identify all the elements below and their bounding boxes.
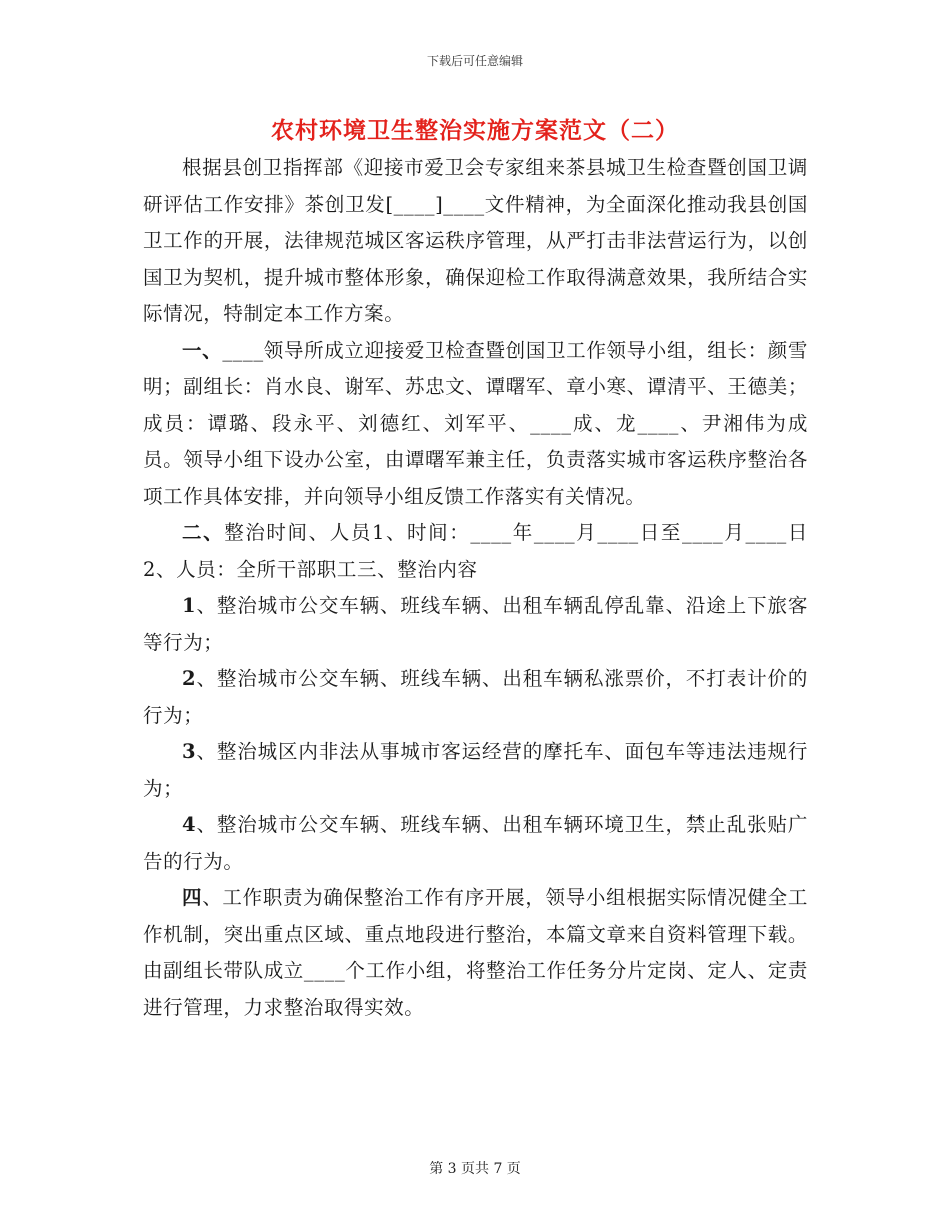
header-note: 下载后可任意编辑 [426, 54, 523, 68]
document-title: 农村环境卫生整治实施方案范文（二） [271, 117, 679, 144]
paragraph-item-1 [143, 588, 808, 661]
paragraph-text: 、工作职责为确保整治工作有序开展，领导小组根据实际情况健全工作机制，突出重点区域、重点地段进行整治，本篇文章来自资料管理下载。由副组长带队成立____个工作小组，将整治工作任务分片定岗、定人、定责进行管理，力求整治取得实效。 [143, 886, 808, 1019]
paragraph-text: 、整治城市公交车辆、班线车辆、出租车辆乱停乱靠、沿途上下旅客等行为； [143, 594, 808, 654]
paragraph-text: 、整治城市公交车辆、班线车辆、出租车辆私涨票价，不打表计价的行为； [143, 667, 808, 727]
paragraph-item-4 [143, 807, 808, 880]
paragraph-text: 根据县创卫指挥部《迎接市爱卫会专家组来茶县城卫生检查暨创国卫调研评估工作安排》茶创卫发[____]____文件精神，为全面深化推动我县创国卫工作的开展，法律规范城区客运秩序管理，从严打击非法营运行为，以创国卫为契机，提升城市整体形象，确保迎检工作取得满意效果，我所结合实际情况，特制定本工作方案。 [143, 156, 808, 325]
paragraph-item-2 [143, 661, 808, 734]
paragraph-text: 、整治城区内非法从事城市客运经营的摩托车、面包车等违法违规行为； [143, 740, 808, 800]
page-number: 第 3 页共 7 页 [429, 1161, 521, 1177]
document-body [143, 150, 808, 1026]
paragraph-text: 、整治城市公交车辆、班线车辆、出租车辆环境卫生，禁止乱张贴广告的行为。 [143, 813, 808, 873]
paragraph-item-3 [143, 734, 808, 807]
paragraph-lead: 四 [182, 886, 203, 909]
paragraph-text: 整治时间、人员1、时间：____年____月____日至____月____日2、人员：全所干部职工三、整治内容 [143, 521, 808, 581]
paragraph-intro [143, 150, 808, 333]
paragraph-text: ____领导所成立迎接爱卫检查暨创国卫工作领导小组，组长：颜雪明；副组长：肖水良、谢军、苏忠文、谭曙军、章小寒、谭清平、王德美；成员：谭璐、段永平、刘德红、刘军平、____成、龙____、尹湘伟为成员。领导小组下设办公室，由谭曙军兼主任，负责落实城市客运秩序整治各项工作具体安排，并向领导小组反馈工作落实有关情况。 [143, 338, 808, 508]
paragraph-lead: 4 [182, 813, 197, 836]
paragraph-lead: 3 [182, 740, 197, 763]
paragraph-lead: 一、 [182, 338, 223, 362]
paragraph-lead: 2 [182, 667, 197, 690]
paragraph-section-1 [143, 333, 808, 516]
paragraph-lead: 1 [182, 594, 197, 617]
paragraph-lead: 二、 [182, 521, 225, 544]
paragraph-section-4 [143, 880, 808, 1026]
paragraph-section-2 [143, 515, 808, 588]
